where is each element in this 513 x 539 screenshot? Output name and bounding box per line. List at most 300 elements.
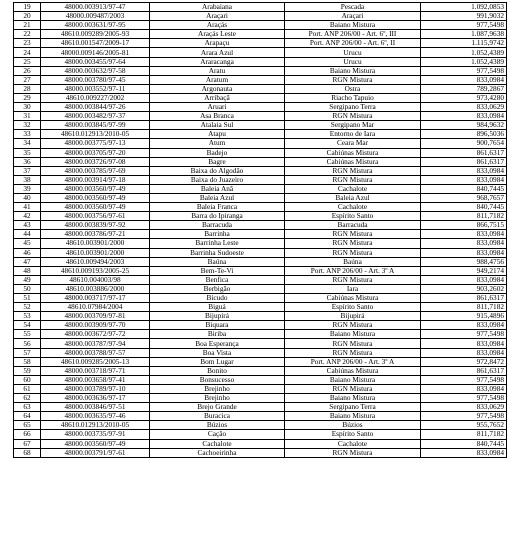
reference-cell: Cabiúnas Mistura (285, 366, 421, 375)
price-value-cell: 811,7182 (421, 212, 507, 221)
table-row (14, 75, 507, 84)
row-number-cell: 27 (14, 75, 41, 84)
price-value-cell: 833,0984 (421, 384, 507, 393)
reference-cell: RGN Mistura (285, 448, 421, 457)
reference-cell: Iara (285, 284, 421, 293)
reference-cell: Sergipano Terra (285, 403, 421, 412)
row-number-cell: 36 (14, 157, 41, 166)
reference-cell: Baúna (285, 257, 421, 266)
price-value-cell: 1.052,4389 (421, 57, 507, 66)
field-name-cell: Araracanga (150, 57, 285, 66)
process-number-cell: 48610.003901/2000 (41, 248, 150, 257)
process-number-cell: 48610.07984/2004 (41, 303, 150, 312)
field-name-cell: Barrinha Leste (150, 239, 285, 248)
field-name-cell: Bonito (150, 366, 285, 375)
reference-cell: Baiano Mistura (285, 66, 421, 75)
reference-cell: RGN Mistura (285, 384, 421, 393)
table-row (14, 121, 507, 130)
price-value-cell: 866,7515 (421, 221, 507, 230)
field-name-cell: Bonsucesso (150, 375, 285, 384)
row-number-cell: 19 (14, 3, 41, 12)
price-value-cell: 833,0984 (421, 166, 507, 175)
reference-cell: Cabiúnas Mistura (285, 157, 421, 166)
process-number-cell: 48000.003791/97-61 (41, 448, 150, 457)
process-number-cell: 48000.003913/97-47 (41, 3, 150, 12)
price-value-cell: 903,2602 (421, 284, 507, 293)
process-number-cell: 48000.003482/97-37 (41, 112, 150, 121)
field-name-cell: Atalaia Sul (150, 121, 285, 130)
field-name-cell: Búzios (150, 421, 285, 430)
field-name-cell: Aratu (150, 66, 285, 75)
price-value-cell: 833,0984 (421, 448, 507, 457)
process-number-cell: 48000.003455/97-64 (41, 57, 150, 66)
reference-cell: Espírito Santo (285, 212, 421, 221)
field-name-cell: Aruari (150, 103, 285, 112)
reference-cell: Baiano Mistura (285, 412, 421, 421)
table-row (14, 294, 507, 303)
process-number-cell: 48000.003756/97-61 (41, 212, 150, 221)
table-row (14, 148, 507, 157)
reference-cell: Pescada (285, 3, 421, 12)
row-number-cell: 50 (14, 284, 41, 293)
row-number-cell: 46 (14, 248, 41, 257)
reference-cell: Bijupirá (285, 312, 421, 321)
process-number-cell: 48000.003560/97-49 (41, 439, 150, 448)
process-number-cell: 48610.003901/2000 (41, 239, 150, 248)
price-value-cell: 833,0984 (421, 112, 507, 121)
price-value-cell: 977,5498 (421, 412, 507, 421)
row-number-cell: 25 (14, 57, 41, 66)
field-name-cell: Baixa do Algodão (150, 166, 285, 175)
process-number-cell: 48000.003631/97-95 (41, 21, 150, 30)
reference-cell: Cachalote (285, 184, 421, 193)
price-value-cell: 977,5498 (421, 330, 507, 339)
price-value-cell: 1.052,4389 (421, 48, 507, 57)
row-number-cell: 24 (14, 48, 41, 57)
price-value-cell: 973,4280 (421, 93, 507, 102)
row-number-cell: 62 (14, 394, 41, 403)
table-row (14, 330, 507, 339)
price-value-cell: 833,0984 (421, 239, 507, 248)
price-value-cell: 833,0629 (421, 403, 507, 412)
price-value-cell: 977,5498 (421, 66, 507, 75)
field-name-cell: Cação (150, 430, 285, 439)
reference-cell: Búzios (285, 421, 421, 430)
table-row (14, 439, 507, 448)
table-row (14, 3, 507, 12)
row-number-cell: 54 (14, 321, 41, 330)
table-row (14, 348, 507, 357)
table-row (14, 221, 507, 230)
table-row (14, 266, 507, 275)
process-number-cell: 48610.012913/2010-05 (41, 421, 150, 430)
row-number-cell: 59 (14, 366, 41, 375)
price-value-cell: 1.115,9742 (421, 39, 507, 48)
process-number-cell: 48000.003632/97-58 (41, 66, 150, 75)
field-name-cell: Barrinha (150, 230, 285, 239)
table-row (14, 157, 507, 166)
table-row (14, 321, 507, 330)
reference-cell: RGN Mistura (285, 230, 421, 239)
process-number-cell: 48000.003786/97-21 (41, 230, 150, 239)
table-row (14, 394, 507, 403)
field-name-cell: Biguá (150, 303, 285, 312)
process-number-cell: 48000.003846/97-51 (41, 403, 150, 412)
price-value-cell: 833,0984 (421, 248, 507, 257)
row-number-cell: 33 (14, 130, 41, 139)
row-number-cell: 26 (14, 66, 41, 75)
row-number-cell: 28 (14, 84, 41, 93)
table-row (14, 375, 507, 384)
table-row (14, 203, 507, 212)
reference-cell: Port. ANP 206/00 - Art. 3º A (285, 266, 421, 275)
field-name-cell: Benfica (150, 275, 285, 284)
field-name-cell: Asa Branca (150, 112, 285, 121)
reference-cell: Barracuda (285, 221, 421, 230)
table-row (14, 430, 507, 439)
table-row (14, 384, 507, 393)
table-row (14, 230, 507, 239)
row-number-cell: 55 (14, 330, 41, 339)
process-number-cell: 48000.003914/97-18 (41, 175, 150, 184)
process-number-cell: 48610.009289/2005-93 (41, 30, 150, 39)
field-name-cell: Brejinho (150, 384, 285, 393)
row-number-cell: 56 (14, 339, 41, 348)
price-value-cell: 977,5498 (421, 375, 507, 384)
process-number-cell: 48000.003788/97-57 (41, 348, 150, 357)
reference-cell: Ostra (285, 84, 421, 93)
table-row (14, 412, 507, 421)
price-value-cell: 977,5498 (421, 394, 507, 403)
row-number-cell: 40 (14, 193, 41, 202)
table-row (14, 166, 507, 175)
reference-cell: Baiano Mistura (285, 375, 421, 384)
table-row (14, 175, 507, 184)
field-name-cell: Bem-Te-Vi (150, 266, 285, 275)
reference-cell: Espírito Santo (285, 303, 421, 312)
price-value-cell: 861,6317 (421, 294, 507, 303)
table-row (14, 21, 507, 30)
process-number-cell: 48000.003787/97-94 (41, 339, 150, 348)
price-value-cell: 833,0984 (421, 230, 507, 239)
price-value-cell: 833,0984 (421, 348, 507, 357)
row-number-cell: 52 (14, 303, 41, 312)
field-name-cell: Biriba (150, 330, 285, 339)
table-row (14, 303, 507, 312)
reference-cell: RGN Mistura (285, 175, 421, 184)
reference-cell: Port. ANP 206/00 - Art. 6º, II (285, 39, 421, 48)
price-value-cell: 977,5498 (421, 21, 507, 30)
field-name-cell: Arabaiana (150, 3, 285, 12)
process-number-cell: 48000.003709/97-81 (41, 312, 150, 321)
reference-cell: Cachalote (285, 203, 421, 212)
table-row (14, 239, 507, 248)
row-number-cell: 29 (14, 93, 41, 102)
process-number-cell: 48000.003909/97-70 (41, 321, 150, 330)
process-number-cell: 48000.003672/97-72 (41, 330, 150, 339)
row-number-cell: 32 (14, 121, 41, 130)
reference-cell: RGN Mistura (285, 75, 421, 84)
price-value-cell: 861,6317 (421, 366, 507, 375)
field-name-cell: Brejinho (150, 394, 285, 403)
reference-cell: Cabiúnas Mistura (285, 294, 421, 303)
row-number-cell: 39 (14, 184, 41, 193)
field-name-cell: Berbigão (150, 284, 285, 293)
process-number-cell: 48610.009285/2005-13 (41, 357, 150, 366)
row-number-cell: 47 (14, 257, 41, 266)
field-name-cell: Barra do Ipiranga (150, 212, 285, 221)
table-row (14, 248, 507, 257)
process-number-cell: 48000.003717/97-17 (41, 294, 150, 303)
row-number-cell: 37 (14, 166, 41, 175)
table-row (14, 12, 507, 21)
process-number-cell: 48000.003552/97-11 (41, 84, 150, 93)
process-number-cell: 48610.009227/2002 (41, 93, 150, 102)
reference-cell: Baleia Azul (285, 193, 421, 202)
row-number-cell: 63 (14, 403, 41, 412)
row-number-cell: 58 (14, 357, 41, 366)
table-row (14, 212, 507, 221)
price-value-cell: 968,7657 (421, 193, 507, 202)
price-value-cell: 972,8472 (421, 357, 507, 366)
table-row (14, 448, 507, 457)
price-value-cell: 861,6317 (421, 157, 507, 166)
reference-cell: Ceara Mar (285, 139, 421, 148)
field-name-cell: Cachalote (150, 439, 285, 448)
table-row (14, 421, 507, 430)
table-body (14, 3, 507, 458)
field-name-cell: Baleia Anã (150, 184, 285, 193)
row-number-cell: 41 (14, 203, 41, 212)
price-value-cell: 833,0984 (421, 339, 507, 348)
price-value-cell: 833,0984 (421, 75, 507, 84)
row-number-cell: 53 (14, 312, 41, 321)
row-number-cell: 49 (14, 275, 41, 284)
price-value-cell: 915,4896 (421, 312, 507, 321)
row-number-cell: 20 (14, 12, 41, 21)
price-value-cell: 861,6317 (421, 148, 507, 157)
reference-cell: RGN Mistura (285, 248, 421, 257)
field-name-cell: Atapu (150, 130, 285, 139)
process-number-cell: 48610.001547/2009-17 (41, 39, 150, 48)
reference-cell: Port. ANP 206/00 - Art. 6º, III (285, 30, 421, 39)
field-name-cell: Biquara (150, 321, 285, 330)
table-row (14, 312, 507, 321)
field-name-cell: Araçás Leste (150, 30, 285, 39)
process-number-cell: 48000.003726/97-08 (41, 157, 150, 166)
field-name-cell: Arapaçu (150, 39, 285, 48)
reference-cell: Entorno de Iara (285, 130, 421, 139)
row-number-cell: 68 (14, 448, 41, 457)
field-name-cell: Atum (150, 139, 285, 148)
process-number-cell: 48000.003785/97-69 (41, 166, 150, 175)
price-value-cell: 833,0984 (421, 275, 507, 284)
table-row (14, 403, 507, 412)
price-value-cell: 811,7182 (421, 430, 507, 439)
row-number-cell: 34 (14, 139, 41, 148)
field-name-cell: Bijupirá (150, 312, 285, 321)
reference-cell: Sergipano Mar (285, 121, 421, 130)
row-number-cell: 57 (14, 348, 41, 357)
field-name-cell: Buracica (150, 412, 285, 421)
price-value-cell: 840,7445 (421, 203, 507, 212)
process-number-cell: 48000.003636/97-17 (41, 394, 150, 403)
reference-cell: RGN Mistura (285, 239, 421, 248)
table-row (14, 366, 507, 375)
table-row (14, 130, 507, 139)
process-number-cell: 48000.003718/97-71 (41, 366, 150, 375)
process-number-cell: 48000.009487/2003 (41, 12, 150, 21)
row-number-cell: 67 (14, 439, 41, 448)
price-value-cell: 789,2867 (421, 84, 507, 93)
row-number-cell: 61 (14, 384, 41, 393)
price-value-cell: 840,7445 (421, 439, 507, 448)
price-value-cell: 896,5036 (421, 130, 507, 139)
reference-cell: Riacho Tapuio (285, 93, 421, 102)
reference-cell: Urucu (285, 48, 421, 57)
table-row (14, 184, 507, 193)
row-number-cell: 60 (14, 375, 41, 384)
field-name-cell: Bicudo (150, 294, 285, 303)
reference-cell: Araçari (285, 12, 421, 21)
table-row (14, 30, 507, 39)
process-number-cell: 48000.009146/2005-81 (41, 48, 150, 57)
process-number-cell: 48000.003735/97-91 (41, 430, 150, 439)
row-number-cell: 64 (14, 412, 41, 421)
process-number-cell: 48000.003560/97-49 (41, 193, 150, 202)
field-name-cell: Boa Vista (150, 348, 285, 357)
field-name-cell: Barracuda (150, 221, 285, 230)
process-number-cell: 48000.003780/97-45 (41, 75, 150, 84)
price-value-cell: 984,9632 (421, 121, 507, 130)
price-value-cell: 988,4756 (421, 257, 507, 266)
field-name-cell: Baleia Azul (150, 193, 285, 202)
process-number-cell: 48610.003886/2000 (41, 284, 150, 293)
process-number-cell: 48000.003560/97-49 (41, 184, 150, 193)
row-number-cell: 43 (14, 221, 41, 230)
reference-cell: RGN Mistura (285, 112, 421, 121)
field-name-cell: Brejo Grande (150, 403, 285, 412)
reference-cell: Cabiúnas Mistura (285, 148, 421, 157)
process-number-cell: 48000.003658/97-41 (41, 375, 150, 384)
row-number-cell: 23 (14, 39, 41, 48)
reference-cell: Baiano Mistura (285, 394, 421, 403)
table-row (14, 284, 507, 293)
table-row (14, 275, 507, 284)
table-row (14, 103, 507, 112)
reference-cell: RGN Mistura (285, 348, 421, 357)
field-name-cell: Bom Lugar (150, 357, 285, 366)
row-number-cell: 51 (14, 294, 41, 303)
field-name-cell: Boa Esperança (150, 339, 285, 348)
table-row (14, 39, 507, 48)
field-name-cell: Cachoeirinha (150, 448, 285, 457)
row-number-cell: 42 (14, 212, 41, 221)
process-number-cell: 48610.009193/2005-25 (41, 266, 150, 275)
table-row (14, 66, 507, 75)
field-name-cell: Araçari (150, 12, 285, 21)
field-name-cell: Argonauta (150, 84, 285, 93)
price-value-cell: 811,7182 (421, 303, 507, 312)
process-number-cell: 48000.003789/97-10 (41, 384, 150, 393)
price-value-cell: 840,7445 (421, 184, 507, 193)
field-name-cell: Barrinha Sudoeste (150, 248, 285, 257)
field-name-cell: Arara Azul (150, 48, 285, 57)
reference-cell: RGN Mistura (285, 275, 421, 284)
table-row (14, 357, 507, 366)
field-name-cell: Baleia Franca (150, 203, 285, 212)
reference-cell: Urucu (285, 57, 421, 66)
price-value-cell: 833,0629 (421, 103, 507, 112)
field-name-cell: Aratum (150, 75, 285, 84)
reference-cell: Baiano Mistura (285, 330, 421, 339)
price-value-cell: 1.092,0853 (421, 3, 507, 12)
field-name-cell: Baixa do Juazeiro (150, 175, 285, 184)
reference-cell: Cachalote (285, 439, 421, 448)
table-row (14, 48, 507, 57)
process-number-cell: 48000.003635/97-46 (41, 412, 150, 421)
row-number-cell: 44 (14, 230, 41, 239)
row-number-cell: 48 (14, 266, 41, 275)
process-number-cell: 48610.009494/2003 (41, 257, 150, 266)
price-value-cell: 949,2174 (421, 266, 507, 275)
process-number-cell: 48610.004003/98 (41, 275, 150, 284)
table-row (14, 84, 507, 93)
table-row (14, 139, 507, 148)
reference-cell: Espírito Santo (285, 430, 421, 439)
process-number-cell: 48000.003845/97-99 (41, 121, 150, 130)
table-row (14, 257, 507, 266)
field-name-cell: Arribaçã (150, 93, 285, 102)
row-number-cell: 30 (14, 103, 41, 112)
row-number-cell: 22 (14, 30, 41, 39)
table-row (14, 193, 507, 202)
table-row (14, 93, 507, 102)
table-row (14, 339, 507, 348)
field-name-cell: Badejo (150, 148, 285, 157)
field-name-cell: Araçás (150, 21, 285, 30)
row-number-cell: 45 (14, 239, 41, 248)
process-number-cell: 48000.003844/97-26 (41, 103, 150, 112)
field-name-cell: Bagre (150, 157, 285, 166)
process-number-cell: 48000.003839/97-92 (41, 221, 150, 230)
price-value-cell: 833,0984 (421, 175, 507, 184)
row-number-cell: 35 (14, 148, 41, 157)
reference-cell: Port. ANP 206/00 - Art. 3º A (285, 357, 421, 366)
price-value-cell: 900,7654 (421, 139, 507, 148)
reference-cell: RGN Mistura (285, 339, 421, 348)
row-number-cell: 21 (14, 21, 41, 30)
reference-cell: Baiano Mistura (285, 21, 421, 30)
reference-cell: Sergipano Terra (285, 103, 421, 112)
reference-cell: RGN Mistura (285, 166, 421, 175)
reference-cell: RGN Mistura (285, 321, 421, 330)
process-number-cell: 48000.003705/97-20 (41, 148, 150, 157)
field-name-cell: Baúna (150, 257, 285, 266)
table-row (14, 57, 507, 66)
price-value-cell: 991,9032 (421, 12, 507, 21)
price-value-cell: 1.087,9638 (421, 30, 507, 39)
price-value-cell: 955,7652 (421, 421, 507, 430)
process-number-cell: 48610.012913/2010-05 (41, 130, 150, 139)
data-table (13, 2, 507, 458)
price-value-cell: 833,0984 (421, 321, 507, 330)
row-number-cell: 38 (14, 175, 41, 184)
row-number-cell: 31 (14, 112, 41, 121)
table-row (14, 112, 507, 121)
row-number-cell: 66 (14, 430, 41, 439)
row-number-cell: 65 (14, 421, 41, 430)
